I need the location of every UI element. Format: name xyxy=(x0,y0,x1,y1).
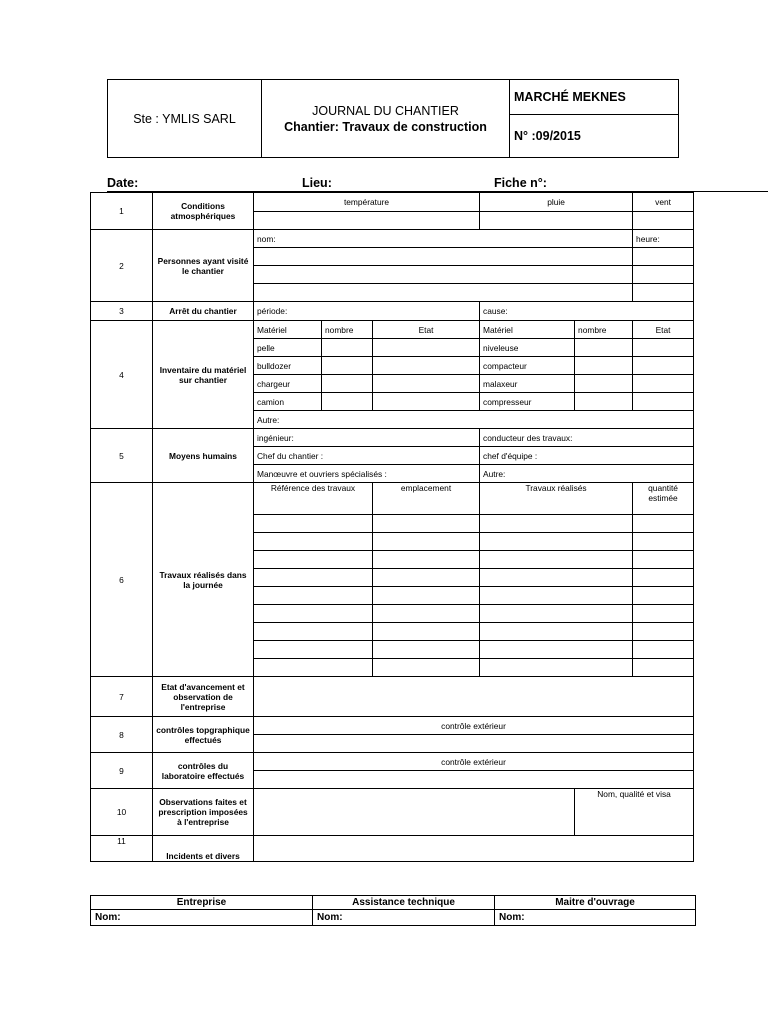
visitor-row[interactable] xyxy=(254,248,633,266)
stop-period-field[interactable]: période: xyxy=(254,302,480,321)
work-row-cell[interactable] xyxy=(373,533,480,551)
work-row-cell[interactable] xyxy=(373,587,480,605)
work-row-cell[interactable] xyxy=(373,641,480,659)
section-3-label: Arrêt du chantier xyxy=(153,302,254,321)
material-count-cell[interactable] xyxy=(322,339,373,357)
work-row-cell[interactable] xyxy=(480,605,633,623)
work-row-cell[interactable] xyxy=(254,587,373,605)
material-item: camion xyxy=(254,393,322,411)
number-header-right: nombre xyxy=(575,321,633,339)
section-10-number: 10 xyxy=(91,789,153,836)
material-state-cell[interactable] xyxy=(373,375,480,393)
section-5-label: Moyens humains xyxy=(153,429,254,483)
section-8-label: contrôles topgraphique effectués xyxy=(153,717,254,753)
lab-control-field[interactable] xyxy=(254,771,694,789)
journal-number: N° :09/2015 xyxy=(510,115,679,158)
work-row-cell[interactable] xyxy=(633,533,694,551)
work-row-cell[interactable] xyxy=(480,659,633,677)
journal-subtitle: Chantier: Travaux de construction xyxy=(284,119,487,134)
work-row-cell[interactable] xyxy=(254,623,373,641)
location-header: emplacement xyxy=(373,483,480,515)
work-row-cell[interactable] xyxy=(633,587,694,605)
lab-external-control-header: contrôle extérieur xyxy=(254,753,694,771)
section-11-label: Incidents et divers xyxy=(153,836,254,862)
section-9-number: 9 xyxy=(91,753,153,789)
material-state-cell[interactable] xyxy=(373,357,480,375)
section-2-label: Personnes ayant visité le chantier xyxy=(153,230,254,302)
work-row-cell[interactable] xyxy=(373,623,480,641)
section-4-label: Inventaire du matériel sur chantier xyxy=(153,321,254,429)
temperature-field[interactable] xyxy=(254,212,480,230)
wind-field[interactable] xyxy=(633,212,694,230)
team-chief-field[interactable]: chef d'équipe : xyxy=(480,447,694,465)
journal-title: JOURNAL DU CHANTIER xyxy=(312,103,459,118)
work-row-cell[interactable] xyxy=(480,641,633,659)
work-row-cell[interactable] xyxy=(633,623,694,641)
material-state-cell[interactable] xyxy=(373,339,480,357)
work-row-cell[interactable] xyxy=(373,551,480,569)
material-item: niveleuse xyxy=(480,339,575,357)
site-chief-field[interactable]: Chef du chantier : xyxy=(254,447,480,465)
visitor-row[interactable] xyxy=(254,266,633,284)
journal-title-block xyxy=(262,80,510,158)
section-6-label: Travaux réalisés dans la journée xyxy=(153,483,254,677)
work-row-cell[interactable] xyxy=(633,641,694,659)
work-row-cell[interactable] xyxy=(480,623,633,641)
work-row-cell[interactable] xyxy=(480,515,633,533)
material-count-cell[interactable] xyxy=(322,375,373,393)
section-5-number: 5 xyxy=(91,429,153,483)
work-row-cell[interactable] xyxy=(373,605,480,623)
temperature-header: température xyxy=(254,193,480,212)
section-4-number: 4 xyxy=(91,321,153,429)
visit-hour-field[interactable]: heure: xyxy=(633,230,694,248)
section-2-number: 2 xyxy=(91,230,153,302)
work-row-cell[interactable] xyxy=(633,551,694,569)
material-count-cell[interactable] xyxy=(322,393,373,411)
work-row-cell[interactable] xyxy=(633,569,694,587)
section-3-number: 3 xyxy=(91,302,153,321)
section-7-number: 7 xyxy=(91,677,153,717)
progress-observation-field[interactable] xyxy=(254,677,694,717)
section-1-label: Conditions atmosphériques xyxy=(153,193,254,230)
section-10-label: Observations faites et prescription imposées à l'entreprise xyxy=(153,789,254,836)
observations-field[interactable] xyxy=(254,789,575,836)
work-row-cell[interactable] xyxy=(373,569,480,587)
sheet-number-label: Fiche n°: xyxy=(494,176,547,190)
work-row-cell[interactable] xyxy=(254,641,373,659)
work-row-cell[interactable] xyxy=(373,515,480,533)
work-row-cell[interactable] xyxy=(633,515,694,533)
section-8-number: 8 xyxy=(91,717,153,753)
work-row-cell[interactable] xyxy=(254,533,373,551)
section-6-number: 6 xyxy=(91,483,153,677)
visitor-row[interactable] xyxy=(254,284,633,302)
rain-field[interactable] xyxy=(480,212,633,230)
owner-name-field[interactable]: Nom: xyxy=(495,910,696,926)
assistance-name-field[interactable]: Nom: xyxy=(313,910,495,926)
material-item: compacteur xyxy=(480,357,575,375)
market-label: MARCHÉ MEKNES xyxy=(510,80,679,115)
work-row-cell[interactable] xyxy=(254,605,373,623)
material-state-cell[interactable] xyxy=(373,393,480,411)
wind-header: vent xyxy=(633,193,694,212)
material-item: pelle xyxy=(254,339,322,357)
visa-header: Nom, qualité et visa xyxy=(575,789,694,836)
workers-field[interactable]: Manœuvre et ouvriers spécialisés : xyxy=(254,465,480,483)
material-item: chargeur xyxy=(254,375,322,393)
date-label: Date: xyxy=(107,176,139,190)
state-header-left: Etat xyxy=(373,321,480,339)
material-item: compresseur xyxy=(480,393,575,411)
header-table xyxy=(107,79,679,158)
other-staff-field[interactable]: Autre: xyxy=(480,465,694,483)
other-material-field[interactable]: Autre: xyxy=(254,411,694,429)
place-label: Lieu: xyxy=(302,176,332,190)
estimated-quantity-header: quantité estimée xyxy=(633,483,694,515)
assistance-signature-header: Assistance technique xyxy=(313,896,495,910)
work-row-cell[interactable] xyxy=(480,587,633,605)
section-11-number: 11 xyxy=(91,836,153,862)
material-count-cell[interactable] xyxy=(575,375,633,393)
material-item: bulldozer xyxy=(254,357,322,375)
state-header-right: Etat xyxy=(633,321,694,339)
material-state-cell[interactable] xyxy=(633,375,694,393)
owner-signature-header: Maitre d'ouvrage xyxy=(495,896,696,910)
material-state-cell[interactable] xyxy=(633,339,694,357)
number-header-left: nombre xyxy=(322,321,373,339)
visitor-hour-cell[interactable] xyxy=(633,284,694,302)
topographic-external-control-header: contrôle extérieur xyxy=(254,717,694,735)
material-header-left: Matériel xyxy=(254,321,322,339)
work-row-cell[interactable] xyxy=(633,605,694,623)
journal-form-table xyxy=(90,192,694,862)
material-count-cell[interactable] xyxy=(575,393,633,411)
section-1-number: 1 xyxy=(91,193,153,230)
work-row-cell[interactable] xyxy=(254,569,373,587)
material-count-cell[interactable] xyxy=(575,357,633,375)
signature-table xyxy=(90,895,696,926)
section-9-label: contrôles du laboratoire effectués xyxy=(153,753,254,789)
work-row-cell[interactable] xyxy=(480,569,633,587)
work-row-cell[interactable] xyxy=(373,659,480,677)
visitor-name-field[interactable]: nom: xyxy=(254,230,633,248)
work-row-cell[interactable] xyxy=(480,533,633,551)
work-reference-header: Référence des travaux xyxy=(254,483,373,515)
incidents-field[interactable] xyxy=(254,836,694,862)
company-name-field[interactable]: Nom: xyxy=(91,910,313,926)
company-name: Ste : YMLIS SARL xyxy=(108,80,262,158)
visitor-hour-cell[interactable] xyxy=(633,266,694,284)
stop-cause-field[interactable]: cause: xyxy=(480,302,694,321)
rain-header: pluie xyxy=(480,193,633,212)
work-row-cell[interactable] xyxy=(254,659,373,677)
section-7-label: Etat d'avancement et observation de l'entreprise xyxy=(153,677,254,717)
material-count-cell[interactable] xyxy=(575,339,633,357)
engineer-field[interactable]: ingénieur: xyxy=(254,429,480,447)
material-count-cell[interactable] xyxy=(322,357,373,375)
material-state-cell[interactable] xyxy=(633,393,694,411)
visitor-hour-cell[interactable] xyxy=(633,248,694,266)
work-row-cell[interactable] xyxy=(254,551,373,569)
works-driver-field[interactable]: conducteur des travaux: xyxy=(480,429,694,447)
work-row-cell[interactable] xyxy=(254,515,373,533)
material-header-right: Matériel xyxy=(480,321,575,339)
material-state-cell[interactable] xyxy=(633,357,694,375)
company-signature-header: Entreprise xyxy=(91,896,313,910)
topographic-control-field[interactable] xyxy=(254,735,694,753)
work-row-cell[interactable] xyxy=(480,551,633,569)
work-row-cell[interactable] xyxy=(633,659,694,677)
work-done-header: Travaux réalisés xyxy=(480,483,633,515)
material-item: malaxeur xyxy=(480,375,575,393)
